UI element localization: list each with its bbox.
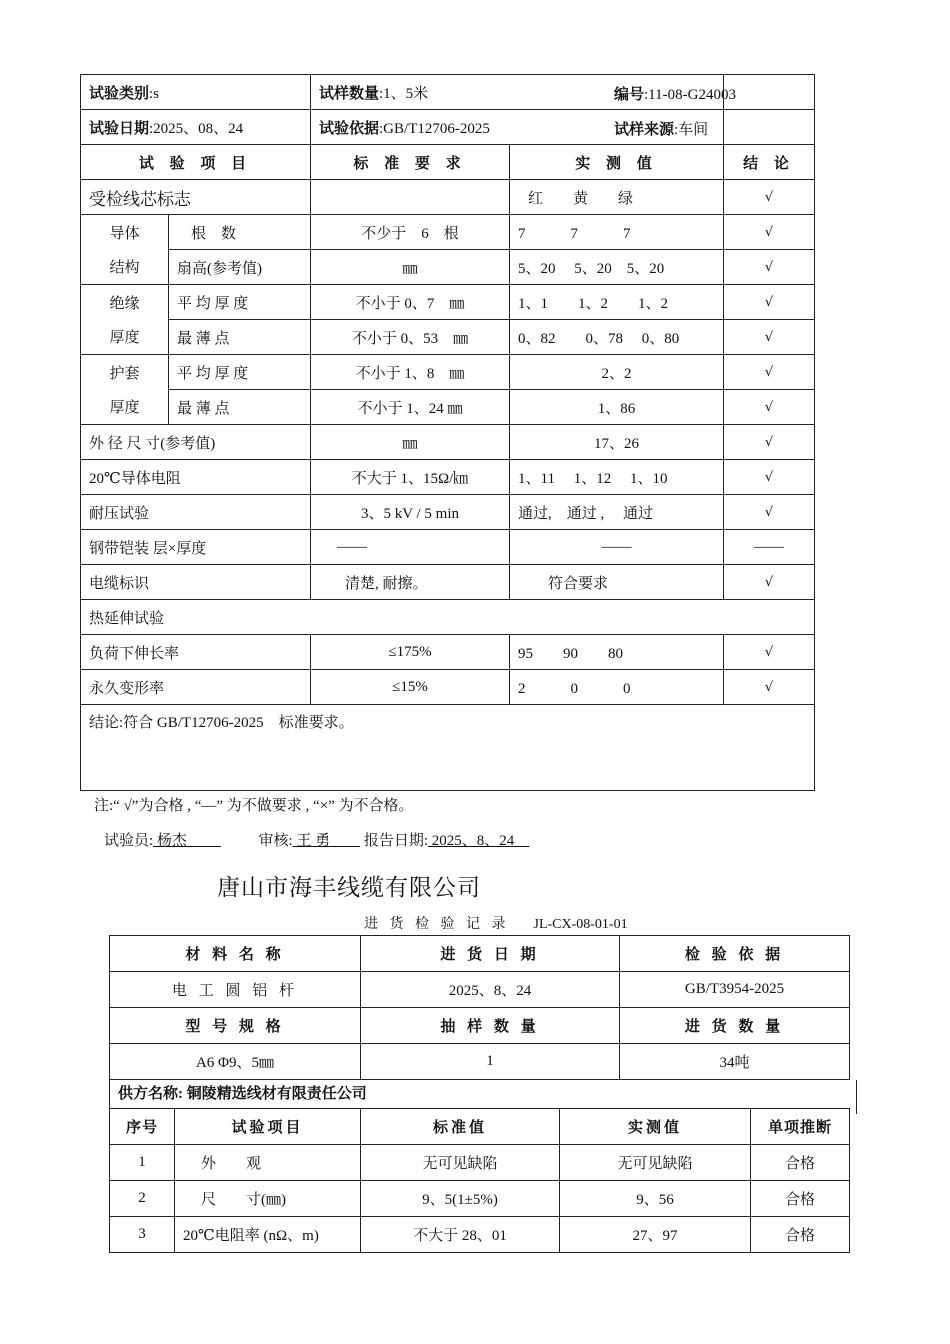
sheath-group-label-1: 护套 [81, 355, 169, 390]
permanent-deformation-result: √ [724, 670, 815, 705]
insulation-min-result: √ [724, 320, 815, 355]
reviewer-name: 王 勇 [292, 833, 361, 849]
col-header-test-item: 试验项目 [175, 1109, 361, 1145]
armor-std: —— [311, 530, 510, 565]
row-judge: 合格 [751, 1181, 850, 1217]
elongation-result: √ [724, 635, 815, 670]
incoming-summary-table [109, 935, 850, 1080]
sector-height-std: ㎜ [311, 250, 510, 285]
elongation-std: ≤175% [311, 635, 510, 670]
conductor-count-measured: 7 7 7 [510, 215, 724, 250]
record-number: JL-CX-08-01-01 [533, 917, 628, 932]
elongation-item: 负荷下伸长率 [81, 635, 311, 670]
outer-diameter-item: 外 径 尺 寸(参考值) [81, 425, 311, 460]
legend-note: 注:“ √”为合格 , “—” 为不做要求 , “×” 为不合格。 [94, 798, 414, 814]
row-measured: 27、97 [560, 1217, 751, 1253]
row-no: 2 [110, 1181, 175, 1217]
conductor-count-item: 根 数 [169, 215, 311, 250]
sheath-min-result: √ [724, 390, 815, 425]
conclusion-cell: 结论:符合 GB/T12706-2025 标准要求。 [81, 705, 815, 791]
row-no: 3 [110, 1217, 175, 1253]
test-date-cell: 试验日期:2025、08、24 [81, 110, 311, 145]
sample-source-cell: 试样来源:车间 [724, 110, 815, 145]
report-date: 2025、8、24 [428, 833, 530, 849]
col-header-standard: 标 准 要 求 [311, 145, 510, 180]
sheath-group-label-2: 厚度 [81, 390, 169, 425]
inspection-basis: GB/T3954-2025 [620, 972, 850, 1008]
row-no: 1 [110, 1145, 175, 1181]
test-report-table [80, 74, 815, 791]
model-spec: A6 Φ9、5㎜ [110, 1044, 361, 1080]
insulation-min-std: 不小于 0、53 ㎜ [311, 320, 510, 355]
report-date-label: 报告日期: [363, 833, 429, 849]
elongation-measured: 95 90 80 [510, 635, 724, 670]
outer-diameter-std: ㎜ [311, 425, 510, 460]
signature-line [104, 829, 529, 850]
resistance-measured: 1、11 1、12 1、10 [510, 460, 724, 495]
core-mark-measured: 红 黄 绿 [510, 180, 724, 215]
outer-diameter-result: √ [724, 425, 815, 460]
sheath-avg-item: 平 均 厚 度 [169, 355, 311, 390]
row-std: 不大于 28、01 [361, 1217, 560, 1253]
marking-item: 电缆标识 [81, 565, 311, 600]
voltage-test-measured: 通过, 通过 , 通过 [510, 495, 724, 530]
sheath-min-std: 不小于 1、24 ㎜ [311, 390, 510, 425]
conductor-count-std: 不少于 6 根 [311, 215, 510, 250]
header-material-name: 材 料 名 称 [110, 936, 361, 972]
table-row [110, 1181, 850, 1217]
permanent-deformation-measured: 2 0 0 [510, 670, 724, 705]
company-name: 唐山市海丰线缆有限公司 [217, 875, 481, 900]
insulation-min-item: 最 薄 点 [169, 320, 311, 355]
test-basis-cell: 试验依据:GB/T12706-2025 [311, 110, 724, 145]
insulation-group-label-1: 绝缘 [81, 285, 169, 320]
conductor-group-label-1: 导体 [81, 215, 169, 250]
sample-quantity-cell: 试样数量:1、5米 [311, 75, 724, 110]
armor-measured: —— [510, 530, 724, 565]
conductor-count-result: √ [724, 215, 815, 250]
sheath-avg-measured: 2、2 [510, 355, 724, 390]
resistance-std: 不大于 1、15Ω/㎞ [311, 460, 510, 495]
sheath-min-measured: 1、86 [510, 390, 724, 425]
tester-name: 杨杰 [153, 833, 221, 849]
resistance-result: √ [724, 460, 815, 495]
col-header-measured: 实 测 值 [510, 145, 724, 180]
header-incoming-qty: 进 货 数 量 [620, 1008, 850, 1044]
core-mark-result: √ [724, 180, 815, 215]
row-judge: 合格 [751, 1145, 850, 1181]
core-mark-std [311, 180, 510, 215]
test-category-cell: 试验类别:s [81, 75, 311, 110]
sheath-avg-result: √ [724, 355, 815, 390]
col-header-standard-value: 标准值 [361, 1109, 560, 1145]
record-title-text: 进 货 检 验 记 录 [364, 917, 510, 932]
sector-height-result: √ [724, 250, 815, 285]
supplier-name: 供方名称: 铜陵精选线材有限责任公司 [109, 1080, 857, 1114]
armor-result: —— [724, 530, 815, 565]
voltage-test-std: 3、5 kV / 5 min [311, 495, 510, 530]
sector-height-item: 扇高(参考值) [169, 250, 311, 285]
sector-height-measured: 5、20 5、20 5、20 [510, 250, 724, 285]
incoming-test-table [109, 1108, 850, 1253]
col-header-no: 序号 [110, 1109, 175, 1145]
col-header-result: 结 论 [724, 145, 815, 180]
hot-set-item: 热延伸试验 [81, 600, 815, 635]
header-incoming-date: 进 货 日 期 [361, 936, 620, 972]
marking-std: 清楚, 耐擦。 [311, 565, 510, 600]
outer-diameter-measured: 17、26 [510, 425, 724, 460]
marking-measured: 符合要求 [510, 565, 724, 600]
tester-label: 试验员: [104, 833, 154, 849]
insulation-avg-result: √ [724, 285, 815, 320]
material-name: 电 工 圆 铝 杆 [110, 972, 361, 1008]
incoming-qty: 34吨 [620, 1044, 850, 1080]
row-item: 20℃电阻率 (nΩ、m) [175, 1217, 361, 1253]
armor-item: 钢带铠装 层×厚度 [81, 530, 311, 565]
permanent-deformation-item: 永久变形率 [81, 670, 311, 705]
row-item: 外 观 [175, 1145, 361, 1181]
row-judge: 合格 [751, 1217, 850, 1253]
resistance-item: 20℃导体电阻 [81, 460, 311, 495]
row-std: 无可见缺陷 [361, 1145, 560, 1181]
report-number-cell: 编号:11-08-G24003 [724, 75, 815, 110]
reviewer-label: 审核: [258, 833, 293, 849]
row-measured: 无可见缺陷 [560, 1145, 751, 1181]
header-model-spec: 型 号 规 格 [110, 1008, 361, 1044]
header-inspection-basis: 检 验 依 据 [620, 936, 850, 972]
incoming-date: 2025、8、24 [361, 972, 620, 1008]
col-header-measured-value: 实测值 [560, 1109, 751, 1145]
row-measured: 9、56 [560, 1181, 751, 1217]
record-title [364, 913, 628, 933]
core-mark-item: 受检线芯标志 [81, 180, 311, 215]
sheath-avg-std: 不小于 1、8 ㎜ [311, 355, 510, 390]
col-header-judgement: 单项推断 [751, 1109, 850, 1145]
table-row [110, 1217, 850, 1253]
permanent-deformation-std: ≤15% [311, 670, 510, 705]
insulation-avg-measured: 1、1 1、2 1、2 [510, 285, 724, 320]
insulation-avg-std: 不小于 0、7 ㎜ [311, 285, 510, 320]
sample-qty: 1 [361, 1044, 620, 1080]
row-std: 9、5(1±5%) [361, 1181, 560, 1217]
insulation-group-label-2: 厚度 [81, 320, 169, 355]
row-item: 尺 寸(㎜) [175, 1181, 361, 1217]
voltage-test-item: 耐压试验 [81, 495, 311, 530]
marking-result: √ [724, 565, 815, 600]
insulation-min-measured: 0、82 0、78 0、80 [510, 320, 724, 355]
insulation-avg-item: 平 均 厚 度 [169, 285, 311, 320]
sheath-min-item: 最 薄 点 [169, 390, 311, 425]
voltage-test-result: √ [724, 495, 815, 530]
header-sample-qty: 抽 样 数 量 [361, 1008, 620, 1044]
col-header-item: 试 验 项 目 [81, 145, 311, 180]
table-row [110, 1145, 850, 1181]
conductor-group-label-2: 结构 [81, 250, 169, 285]
